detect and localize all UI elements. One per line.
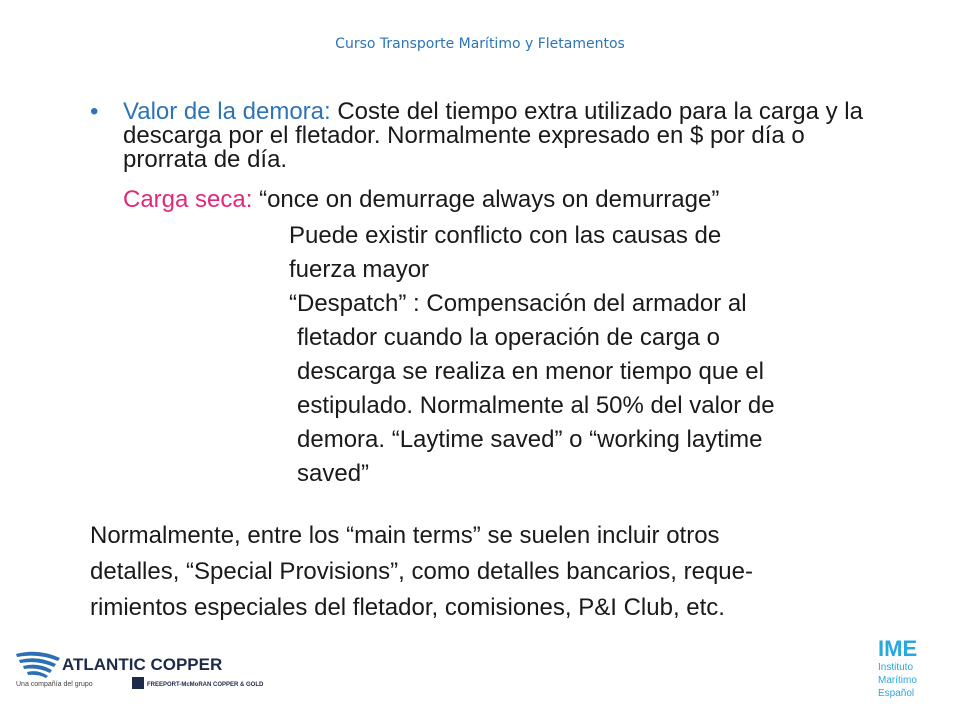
ime-letters: IME [878, 636, 918, 661]
bullet-text [123, 100, 880, 172]
ime-line-3: Español [878, 688, 915, 699]
atlantic-sub-text: Una compañía del grupo [16, 681, 93, 688]
carga-seca-detail-line: demora. “Laytime saved” o “working laytime [297, 426, 763, 453]
closing-line: rimientos especiales del fletador, comisiones, P&I Club, etc. [90, 594, 725, 621]
ime-logo [876, 632, 938, 702]
closing-line: Normalmente, entre los “main terms” se suelen incluir otros [90, 522, 720, 549]
carga-seca-label: Carga seca: [123, 186, 253, 213]
carga-seca-detail-line: fuerza mayor [289, 256, 430, 283]
slide-header: Curso Transporte Marítimo y Fletamentos [335, 36, 625, 52]
carga-seca-detail-line: descarga se realiza en menor tiempo que el [297, 358, 764, 385]
atlantic-copper-logo [14, 648, 264, 692]
bullet-term: Valor de la demora: [123, 98, 331, 125]
carga-seca-detail-line: saved” [297, 460, 370, 487]
atlantic-copper-wordmark: ATLANTIC COPPER [62, 655, 223, 674]
freeport-mark-icon [132, 677, 144, 689]
ime-line-1: Instituto [878, 662, 914, 673]
freeport-text: FREEPORT-McMoRAN COPPER & GOLD [147, 682, 264, 688]
ime-line-2: Marítimo [878, 675, 917, 686]
carga-seca-detail-line: estipulado. Normalmente al 50% del valor de [297, 392, 775, 419]
bullet-item [90, 100, 880, 172]
carga-seca-detail-line: Puede existir conflicto con las causas de [289, 222, 722, 249]
carga-seca-quote: “once on demurrage always on demurrage” [252, 186, 720, 213]
atlantic-copper-wave-icon [16, 652, 60, 678]
carga-seca-detail-line: fletador cuando la operación de carga o [297, 324, 720, 351]
carga-seca-line [123, 186, 719, 214]
bullet-dot-icon: • [90, 98, 99, 125]
bullet-definition: Coste del tiempo extra utilizado para la carga y la descarga por el fletador. Normalmente expresado en $ por día o prorrata de día. [123, 98, 863, 173]
carga-seca-detail-line: “Despatch” : Compensación del armador al [289, 290, 747, 317]
closing-line: detalles, “Special Provisions”, como detalles bancarios, reque- [90, 558, 753, 585]
